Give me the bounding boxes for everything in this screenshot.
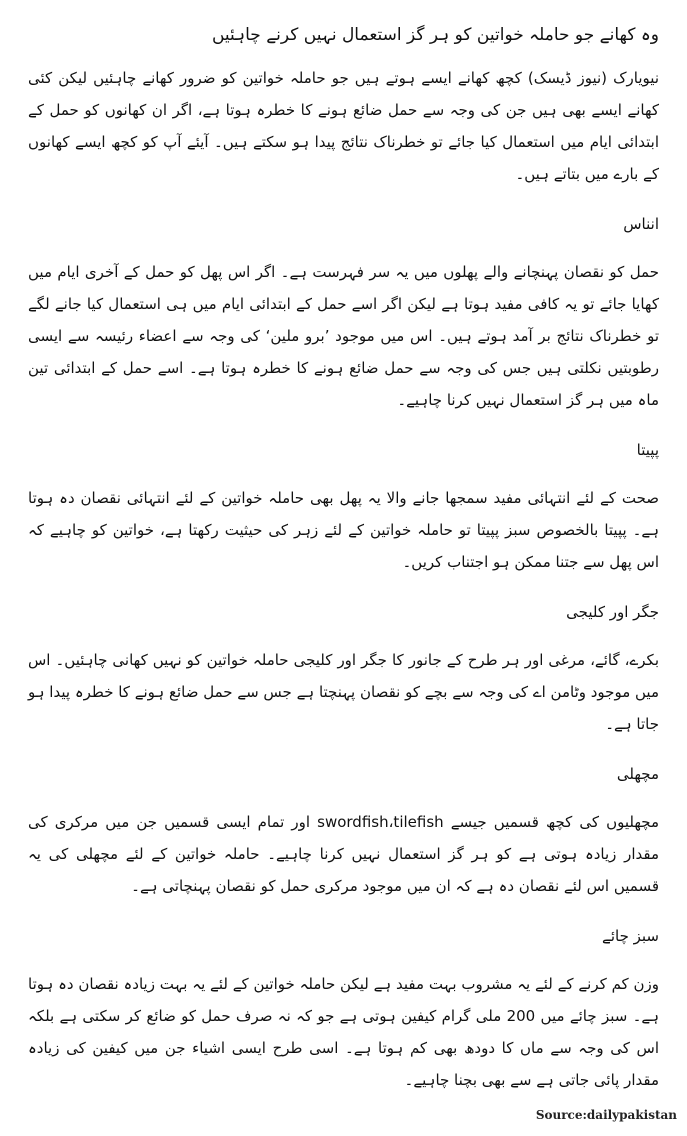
section-heading-fish: مچھلی [616, 765, 659, 783]
section-body-pineapple: حمل کو نقصان پہنچانے والے پھلوں میں یہ سر فہرست ہے۔ اگر اس پھل کو حمل کے آخری ایام میں کھایا جائے تو یہ کافی مفید ہوتا ہے لیکن اگر اسے حمل کے ابتدائی ایام میں ہی استعمال کیا جانے لگے تو خطرناک نتائج بر آمد ہوتے ہیں۔ اس میں موجود ’برو ملین‘ کی وجہ سے اعضاء رئیسہ سے ایسی رطوبتیں نکلتی ہیں جس کی وجہ سے حمل ضائع ہونے کا خطرہ ہوتا ہے۔ اسے حمل کے ابتدائی تین ماہ میں ہر گز استعمال نہیں کرنا چاہیے۔ [28, 263, 659, 409]
section-body-green-tea: وزن کم کرنے کے لئے یہ مشروب بہت مفید ہے لیکن حاملہ خواتین کے لئے یہ بہت زیادہ نقصان دہ ہوتا ہے۔ سبز چائے میں 200 ملی گرام کیفین ہوتی ہے جو کہ نہ صرف حمل کو ضائع کر سکتی ہے بلکہ اس کی وجہ سے ماں کا دودھ بھی کم ہوتا ہے۔ اسی طرح ایسی اشیاء جن میں کیفین کی زیادہ مقدار پائی جاتی ہے سے بھی بچنا چاہیے۔ [28, 975, 659, 1089]
intro-paragraph: نیویارک (نیوز ڈیسک) کچھ کھانے ایسے ہوتے ہیں جو حاملہ خواتین کو ضرور کھانے چاہئیں لیکن کئی کھانے ایسے بھی ہیں جن کی وجہ سے حمل ضائع ہونے کا خطرہ ہوتا ہے، اگر ان کھانوں کو حمل کے ابتدائی ایام میں استعمال کیا جائے تو خطرناک نتائج پیدا ہو سکتے ہیں۔ آیئے آپ کو کچھ ایسے کھانوں کے بارے میں بتاتے ہیں۔ [28, 69, 659, 183]
section-body-liver: بکرے، گائے، مرغی اور ہر طرح کے جانور کا جگر اور کلیجی حاملہ خواتین کو نہیں کھانی چاہئیں۔ اس میں موجود وٹامن اے کی وجہ سے بچے کو نقصان پہنچتا ہے جس سے حمل ضائع ہونے کا خطرہ پیدا ہو جاتا ہے۔ [28, 651, 659, 733]
fish-text-part-2: اور تمام ایسی قسمیں جن میں مرکری کی مقدار زیادہ ہوتی ہے کو ہر گز استعمال نہیں کرنا چاہیے۔ حاملہ خواتین کے لئے مچھلی کی یہ قسمیں اس لئے نقصان دہ ہے کہ ان میں موجود مرکری حمل کو نقصان پہنچاتی ہے۔ [28, 813, 659, 895]
section-heading-pineapple: انناس [623, 215, 659, 233]
section-body-papaya: صحت کے لئے انتہائی مفید سمجھا جانے والا یہ پھل بھی حاملہ خواتین کے لئے انتہائی نقصان دہ ہوتا ہے۔ پپیتا بالخصوص سبز پپیتا تو حاملہ خواتین کے لئے زہر کی حیثیت رکھتا ہے، خواتین کو چاہیے کہ اس پھل سے جتنا ممکن ہو اجتناب کریں۔ [28, 489, 659, 571]
section-heading-papaya: پپیتا [636, 441, 659, 459]
fish-names: swordfish،tilefish [317, 813, 444, 831]
section-body-fish [28, 806, 659, 902]
article-title: وہ کھانے جو حاملہ خواتین کو ہر گز استعمال نہیں کرنے چاہئیں [211, 25, 659, 45]
section-heading-liver: جگر اور کلیجی [566, 603, 659, 621]
fish-text-part-1: مچھلیوں کی کچھ قسمیں جیسے [443, 813, 659, 831]
section-heading-green-tea: سبز چائے [602, 927, 659, 945]
source-credit: Source:dailypakistan [535, 1108, 677, 1122]
